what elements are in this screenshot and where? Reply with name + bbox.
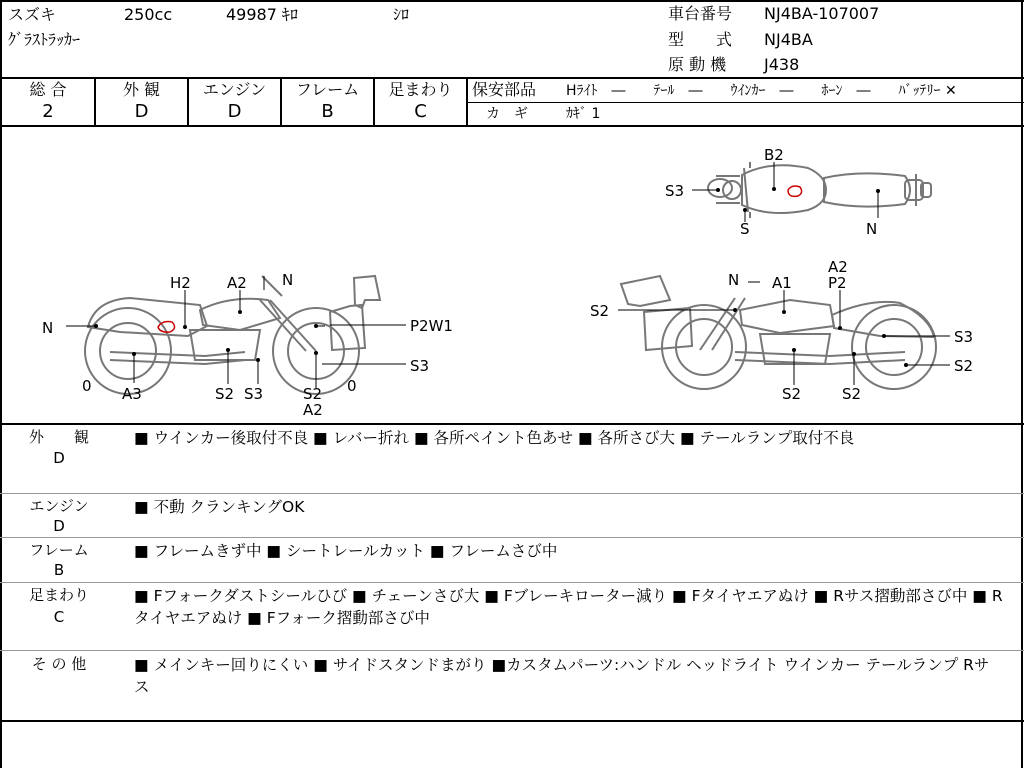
grade-value: B: [321, 101, 334, 122]
safety-items: Hﾗｲﾄ ― ﾃｰﾙ ― ｳｲﾝｶｰ ― ﾎｰﾝ ― ﾊﾞｯﾃﾘｰ ✕: [566, 83, 957, 99]
diagram-label: S3: [954, 328, 974, 346]
note-text: ■ Fフォークダストシールひび ■ チェーンさび大 ■ Fブレーキローター減り ■ Fタイヤエアぬけ ■ Rサス摺動部さび中 ■ Rタイヤエアぬけ ■ Fフォーク摺動部さび中: [134, 587, 1003, 627]
diagram-label: S2: [215, 385, 235, 403]
diagram-label: S3: [410, 357, 430, 375]
grade-engine: [189, 80, 280, 122]
note-label: 足まわり: [28, 586, 89, 604]
motorcycle-right-view: [621, 276, 936, 389]
color: ｼﾛ: [393, 5, 410, 24]
diagram-label: N: [866, 220, 878, 238]
mileage: 49987 ｷﾛ: [226, 5, 298, 24]
divider: [0, 537, 1024, 538]
safety-label: 保安部品: [472, 80, 537, 99]
grade-value: 2: [42, 101, 54, 122]
diagram-label: S3: [665, 182, 685, 200]
diagram-label: S: [740, 220, 750, 238]
divider: [0, 77, 1024, 79]
note-text: ■ ウインカー後取付不良 ■ レバー折れ ■ 各所ペイント色あせ ■ 各所さび大 ■ テールランプ取付不良: [134, 429, 855, 447]
motorcycle-left-view: [85, 276, 380, 394]
diagram-label: A1: [772, 274, 792, 292]
frame-top: [0, 0, 1024, 2]
grade-exterior: [96, 80, 187, 122]
note-grade: C: [53, 608, 65, 626]
diagram-label: N: [728, 271, 740, 289]
diagram-label: 0: [347, 377, 357, 395]
model-name: ｸﾞﾗｽﾄﾗｯｶｰ: [8, 30, 81, 49]
note-text: ■ メインキー回りにくい ■ サイドスタンドまがり ■カスタムパーツ:ハンドル ヘッドライト ウインカー テールランプ Rサス: [134, 656, 990, 696]
diagram-label: S2: [590, 302, 610, 320]
diagram-label: A2: [303, 401, 323, 419]
divider: [0, 650, 1024, 651]
note-label: フレーム: [29, 541, 89, 559]
leader-lines: [66, 162, 950, 388]
note-grade: D: [53, 517, 65, 535]
engine-type-value: J438: [764, 55, 800, 74]
diagram-label: S2: [842, 385, 862, 403]
model-type-value: NJ4BA: [764, 30, 813, 49]
grade-label: 総 合: [29, 80, 67, 99]
diagram-label: N: [282, 271, 294, 289]
note-label: そ の 他: [31, 655, 87, 673]
grade-frame: [282, 80, 373, 122]
diagram-label: B2: [764, 146, 784, 164]
divider: [0, 720, 1024, 722]
grade-value: D: [134, 101, 149, 122]
grade-overall: [2, 80, 94, 122]
divider: [466, 78, 468, 126]
diagram-label: S3: [244, 385, 264, 403]
diagram-label: S2: [782, 385, 802, 403]
frame-number-value: NJ4BA-107007: [764, 4, 880, 23]
frame-number-label: 車台番号: [668, 4, 733, 23]
grade-value: D: [227, 101, 242, 122]
grade-label: フレーム: [295, 80, 360, 99]
damage-mark: [788, 186, 802, 196]
motorcycle-top-view: [708, 162, 931, 218]
key-value: ｶｷﾞ 1: [566, 106, 601, 122]
diagram-label: A3: [122, 385, 142, 403]
model-type-label: 型 式: [668, 30, 733, 49]
note-grade: B: [53, 561, 65, 579]
grade-label: エンジン: [202, 80, 267, 99]
grade-label: 外 観: [122, 80, 161, 99]
divider: [0, 493, 1024, 494]
damage-diagram: [0, 127, 1024, 424]
diagram-label: A2: [227, 274, 247, 292]
key-label: カ ギ: [486, 106, 528, 122]
diagram-label: 0: [82, 377, 92, 395]
diagram-label: S2: [954, 357, 974, 375]
maker: スズキ: [8, 5, 57, 24]
grade-suspension: [375, 80, 466, 122]
note-grade: D: [53, 449, 65, 467]
note-text: ■ 不動 クランキングOK: [134, 498, 305, 516]
divider: [468, 102, 1024, 103]
diagram-label: P2W1: [410, 317, 453, 335]
displacement: 250cc: [124, 5, 173, 24]
diagram-label: H2: [170, 274, 191, 292]
diagram-label: N: [42, 319, 54, 337]
divider: [0, 582, 1024, 583]
note-label: エンジン: [29, 497, 89, 515]
engine-type-label: 原 動 機: [668, 55, 727, 74]
grade-label: 足まわり: [388, 80, 453, 99]
diagram-label: A2: [828, 258, 848, 276]
divider: [0, 423, 1024, 425]
note-text: ■ フレームきず中 ■ シートレールカット ■ フレームさび中: [134, 542, 558, 560]
diagram-label: P2: [828, 274, 847, 292]
note-label: 外 観: [28, 428, 89, 446]
diagram-label: S2: [303, 385, 323, 403]
grade-value: C: [414, 101, 427, 122]
